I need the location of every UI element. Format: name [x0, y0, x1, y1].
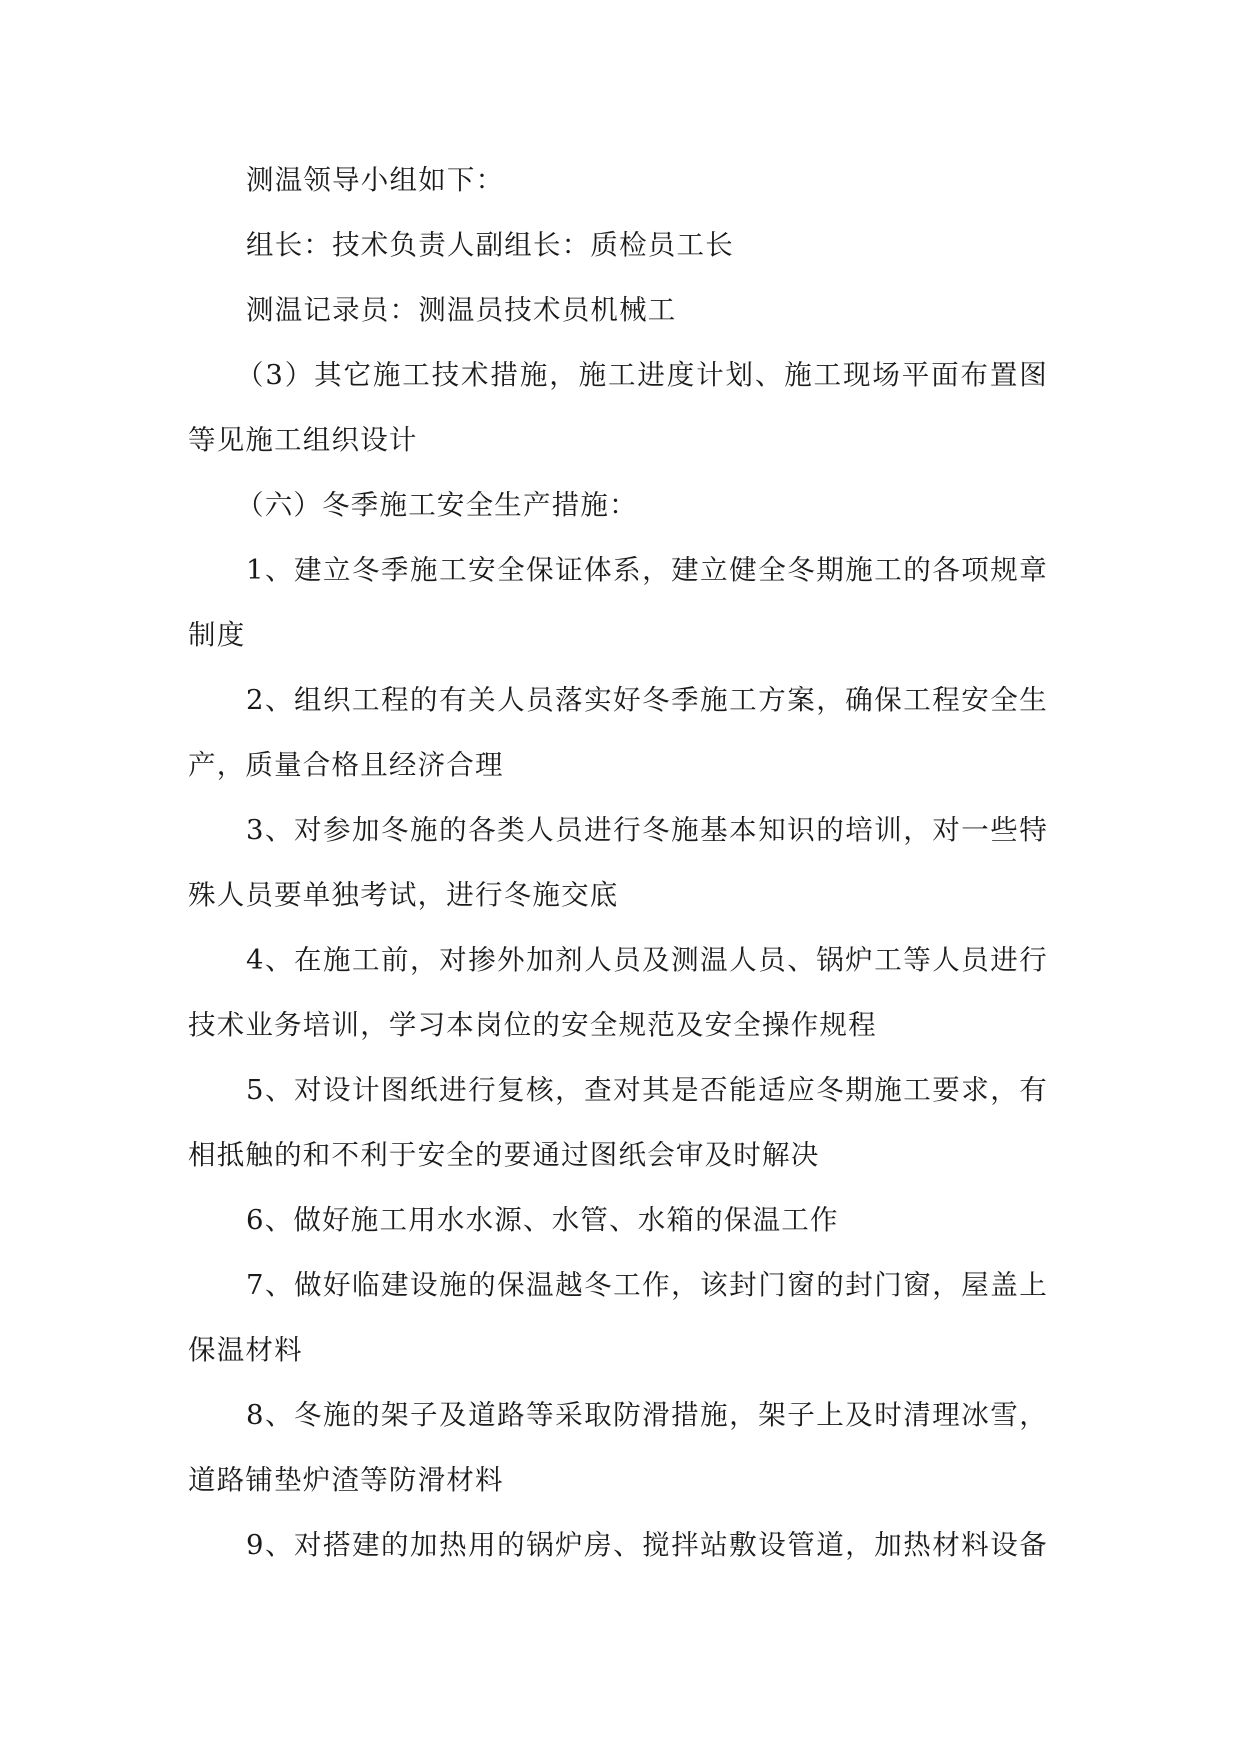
paragraph-line: 1、建立冬季施工安全保证体系，建立健全冬期施工的各项规章 [246, 554, 1048, 586]
paragraph-line: 8、冬施的架子及道路等采取防滑措施，架子上及时清理冰雪， [246, 1399, 1048, 1431]
paragraph-line: 组长：技术负责人副组长：质检员工长 [246, 229, 734, 261]
paragraph-line: 殊人员要单独考试，进行冬施交底 [188, 879, 619, 911]
paragraph-line: （3）其它施工技术措施，施工进度计划、施工现场平面布置图 [236, 359, 1049, 391]
paragraph-line: 3、对参加冬施的各类人员进行冬施基本知识的培训，对一些特 [246, 814, 1048, 846]
paragraph-line: 技术业务培训，学习本岗位的安全规范及安全操作规程 [188, 1009, 877, 1041]
paragraph-line: 制度 [188, 619, 246, 651]
section-heading: （六）冬季施工安全生产措施： [236, 489, 638, 521]
paragraph-line: 测温领导小组如下： [246, 164, 505, 196]
paragraph-line: 9、对搭建的加热用的锅炉房、搅拌站敷设管道，加热材料设备 [246, 1529, 1048, 1561]
paragraph-line: 5、对设计图纸进行复核，查对其是否能适应冬期施工要求，有 [246, 1074, 1048, 1106]
paragraph-line: 产，质量合格且经济合理 [188, 749, 504, 781]
paragraph-line: 2、组织工程的有关人员落实好冬季施工方案，确保工程安全生 [246, 684, 1048, 716]
paragraph-line: 7、做好临建设施的保温越冬工作，该封门窗的封门窗，屋盖上 [246, 1269, 1048, 1301]
paragraph-line: 测温记录员：测温员技术员机械工 [246, 294, 677, 326]
paragraph-line: 相抵触的和不利于安全的要通过图纸会审及时解决 [188, 1139, 820, 1171]
paragraph-line: 4、在施工前，对掺外加剂人员及测温人员、锅炉工等人员进行 [246, 944, 1048, 976]
paragraph-line: 道路铺垫炉渣等防滑材料 [188, 1464, 504, 1496]
paragraph-line: 等见施工组织设计 [188, 424, 418, 456]
paragraph-line: 保温材料 [188, 1334, 303, 1366]
paragraph-line: 6、做好施工用水水源、水管、水箱的保温工作 [246, 1204, 839, 1236]
